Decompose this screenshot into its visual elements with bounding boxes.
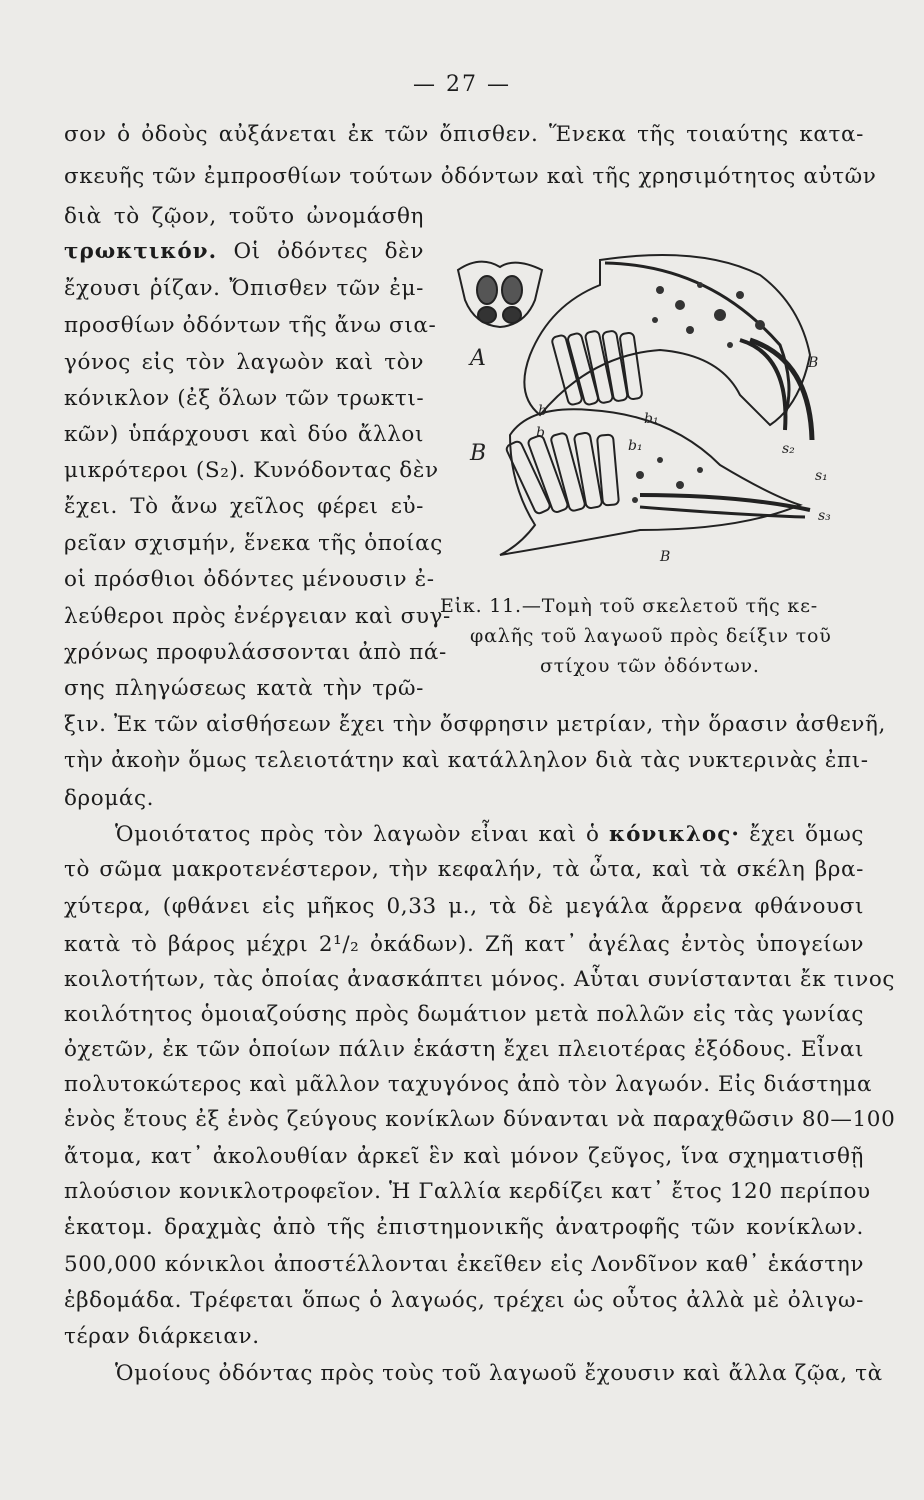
text-line: ἑκατομ. δραχμὰς ἀπὸ τῆς ἐπιστημονικῆς ἀνατροφῆς τῶν κονίκλων. xyxy=(64,1215,864,1240)
page-number: — 27 — xyxy=(413,72,511,97)
figure-label-b-top: B xyxy=(808,355,819,371)
skull-illustration xyxy=(440,245,860,575)
text-line: χύτερα, (φθάνει εἰς μῆκος 0,33 μ., τὰ δὲ μεγάλα ἄρρενα φθάνουσι xyxy=(64,894,864,919)
figure-label-s2: s₂ xyxy=(782,441,795,457)
figure-caption-line: Εἰκ. 11.—Τομὴ τοῦ σκελετοῦ τῆς κε- xyxy=(440,595,818,617)
keyword-trokitikon: τρωκτικόν. xyxy=(64,239,218,264)
figure-label-b1-bottom: b₁ xyxy=(628,438,643,454)
figure-label-s3: s₃ xyxy=(818,508,831,524)
figure-label-b-bottom: B xyxy=(660,549,671,565)
text-line xyxy=(64,235,424,269)
text-fragment: ἔχει ὅμως xyxy=(739,822,865,847)
figure-label-b-left-top: b xyxy=(538,403,547,419)
text-line: κοιλοτήτων, τὰς ὁποίας ἀνασκάπτει μόνος. Αὗται συνίστανται ἔκ τινος xyxy=(64,967,896,992)
text-line: προσθίων ὀδόντων τῆς ἄνω σια- xyxy=(64,313,437,338)
text-fragment: Οἱ ὀδόντες δὲν xyxy=(217,239,424,264)
text-line: ἔχουσι ῥίζαν. Ὄπισθεν τῶν ἐμ- xyxy=(64,276,424,301)
text-line: 500,000 κόνικλοι ἀποστέλλονται ἐκεῖθεν εἰς Λονδῖνον καθ᾽ ἑκάστην xyxy=(64,1252,864,1277)
text-line: κοιλότητος ὁμοιαζούσης πρὸς δωμάτιον μετὰ πολλῶν εἰς τὰς γωνίας xyxy=(64,1002,864,1027)
text-line: πλούσιον κονικλοτροφεῖον. Ἡ Γαλλία κερδίζει κατ᾽ ἔτος 120 περίπου xyxy=(64,1179,871,1204)
text-line: ρεῖαν σχισμήν, ἕνεκα τῆς ὁποίας xyxy=(64,531,443,556)
lower-jaw xyxy=(500,409,800,555)
text-line: κόνικλον (ἐξ ὅλων τῶν τρωκτι- xyxy=(64,386,425,411)
skull-section-figure xyxy=(440,245,860,575)
text-line: δρομάς. xyxy=(64,786,155,811)
text-line xyxy=(115,818,864,852)
figure-caption-line: φαλῆς τοῦ λαγωοῦ πρὸς δείξιν τοῦ xyxy=(470,625,832,647)
text-line: οἱ πρόσθιοι ὀδόντες μένουσιν ἐ- xyxy=(64,567,435,592)
text-line: τὸ σῶμα μακροτενέστερον, τὴν κεφαλήν, τὰ ὦτα, καὶ τὰ σκέλη βρα- xyxy=(64,857,864,882)
figure-label-b-left-bottom: b xyxy=(536,425,545,441)
text-line: χρόνως προφυλάσσονται ἀπὸ πά- xyxy=(64,640,447,665)
text-line: πολυτοκώτερος καὶ μᾶλλον ταχυγόνος ἀπὸ τὸν λαγωόν. Εἰς διάστημα xyxy=(64,1072,873,1097)
text-line: ἔχει. Τὸ ἄνω χεῖλος φέρει εὐ- xyxy=(64,494,424,519)
text-line: γόνος εἰς τὸν λαγωὸν καὶ τὸν xyxy=(64,350,424,375)
text-line: σης πληγώσεως κατὰ τὴν τρῶ- xyxy=(64,676,424,701)
figure-caption-line: στίχου τῶν ὀδόντων. xyxy=(540,655,760,677)
text-line: σον ὁ ὀδοὺς αὐξάνεται ἐκ τῶν ὄπισθεν. Ἕνεκα τῆς τοιαύτης κατα- xyxy=(64,122,864,147)
text-line: κῶν) ὑπάρχουσι καὶ δύο ἄλλοι xyxy=(64,422,424,447)
keyword-konikllos: κόνικλος· xyxy=(608,822,740,847)
text-line: Ὁμοίους ὀδόντας πρὸς τοὺς τοῦ λαγωοῦ ἔχουσιν καὶ ἄλλα ζῷα, τὰ xyxy=(115,1361,883,1386)
text-line: ἄτομα, κατ᾽ ἀκολουθίαν ἀρκεῖ ἓν καὶ μόνον ζεῦγος, ἵνα σχηματισθῇ xyxy=(64,1144,864,1169)
text-line: σκευῆς τῶν ἐμπροσθίων τούτων ὀδόντων καὶ τῆς χρησιμότητος αὐτῶν xyxy=(64,164,877,189)
text-line: ἑνὸς ἔτους ἐξ ἑνὸς ζεύγους κονίκλων δύνανται νὰ παραχθῶσιν 80—100 xyxy=(64,1107,896,1132)
text-line: μικρότεροι (S₂). Κυνόδοντας δὲν xyxy=(64,458,439,483)
text-line: ἑβδομάδα. Τρέφεται ὅπως ὁ λαγωός, τρέχει ὡς οὗτος ἀλλὰ μὲ ὀλιγω- xyxy=(64,1288,864,1313)
text-line: κατὰ τὸ βάρος μέχρι 2¹/₂ ὀκάδων). Ζῆ κατ᾽ ἀγέλας ἐντὸς ὑπογείων xyxy=(64,932,864,957)
text-line: τὴν ἀκοὴν ὅμως τελειοτάτην καὶ κατάλληλον διὰ τὰς νυκτερινὰς ἐπι- xyxy=(64,748,869,773)
text-line: ὀχετῶν, ἐκ τῶν ὁποίων πάλιν ἑκάστη ἔχει πλειοτέρας ἐξόδους. Εἶναι xyxy=(64,1037,864,1062)
figure-label-s1: s₁ xyxy=(815,468,828,484)
incisor-front-view xyxy=(458,262,542,327)
figure-label-b1-top: b₁ xyxy=(644,411,659,427)
text-line: λεύθεροι πρὸς ἐνέργειαν καὶ συγ- xyxy=(64,604,451,629)
text-fragment: Ὁμοιότατος πρὸς τὸν λαγωὸν εἶναι καὶ ὁ xyxy=(115,822,609,847)
figure-label-b: B xyxy=(470,441,487,466)
figure-label-a: A xyxy=(470,346,486,371)
text-line: ξιν. Ἐκ τῶν αἰσθήσεων ἔχει τὴν ὄσφρησιν μετρίαν, τὴν ὅρασιν ἀσθενῆ, xyxy=(64,712,886,737)
text-line: τέραν διάρκειαν. xyxy=(64,1324,260,1349)
text-line: διὰ τὸ ζῷον, τοῦτο ὠνομάσθη xyxy=(64,204,424,229)
